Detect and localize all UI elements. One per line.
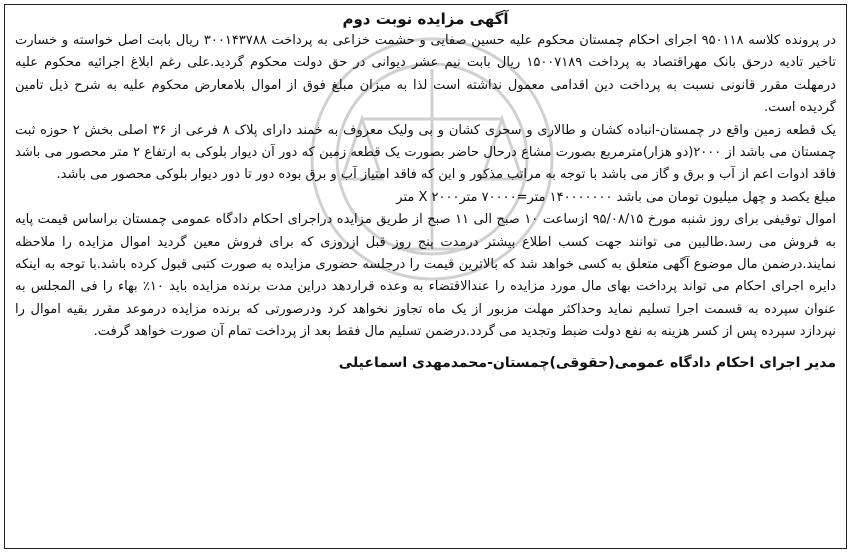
valuation-line: مبلغ یکصد و چهل میلیون تومان می باشد ۱۴۰۰۰۰۰۰۰ متر=۷۰۰۰۰ مترX ۲۰۰۰ متر xyxy=(396,189,836,205)
property-description: یک قطعه زمین واقع در چمستان-انباده کشان و طالاری و سحری کشان و بی ولیک معروف به خمند دارای پلاک ۸ فرعی از ۳۶ اصلی بخش ۲ حوزه ثبت چمستان می باشد از ۲۰۰۰(دو هزار)مترمربع بصورت مشاع درحال حاضر بصورت یک قطعه زمین که دور آن دیوار بلوکی به ارتفاع ۲ متر محصور می باشد فاقد ادوات اعم از آب و برق و گاز می باشد با توجه به مراتب مذکور و این که فاقد امتیاز آب و برق بوده دور تا دور دیوار بلوکی محصور می باشد. xyxy=(15,122,837,183)
notice-title: آگهی مزایده نوبت دوم xyxy=(342,10,509,28)
auction-terms: اموال توقیفی برای روز شنبه مورخ ۹۵/۰۸/۱۵ ازساعت ۱۰ صبح الی ۱۱ صبح از طریق مزایده دراجرای احکام دادگاه عمومی چمستان براساس قیمت پایه به فروش می رسد.طالبین می توانند جهت کسب اطلاع بیشتر درمدت پنج روز قبل ازروزی که برای فروش معین گردید اموال مزایده را ملاحظه نمایند.درضمن مال موضوع آگهی متعلق به کسی خواهد شد که بالاترین قیمت را درجلسه حضوری مزایده به صورت کتبی قبول کرده باشد.با توجه به اینکه دایره اجرای احکام می تواند پرداخت بهای مال مورد مزایده را عندالاقتضاء به وعده قراردهد دراین مدت برنده مزایده باید ۱۰٪ بهاء را فی المجلس به عنوان سپرده به قسمت اجرا تسلیم نماید وحداکثر مهلت مزبور از یک ماه تجاوز نخواهد کرد ودرصورتی که برنده مزایده درموعد مقرر بقیه اموال را نپردازد سپرده پس از کسر هزینه به نفع دولت ضبط وتجدید می گردد.درضمن تسلیم مال فقط بعد از پرداخت تمام آن صورت خواهد گرفت. xyxy=(15,212,837,340)
signature-line: مدیر اجرای احکام دادگاه عمومی(حقوقی)چمستان-محمدمهدی اسماعیلی xyxy=(338,354,836,371)
auction-notice xyxy=(4,4,847,549)
case-paragraph: در پرونده کلاسه ۹۵۰۱۱۸ اجرای احکام چمستان محکوم علیه حسین صفایی و حشمت خزاعی به پرداخت ۳۰۰۱۴۳۷۸۸ ریال بابت اصل خواسته و خسارت تاخیر تادیه درحق بانک مهراقتصاد به پرداخت ۱۵۰۰۷۱۸۹ ریال بابت نیم عشر دیوانی در حق دولت محکوم گردید.علی رغم ابلاغ اجرائیه محکوم علیه درمهلت مقرر قانونی نسبت به پرداخت دین اقدامی معمول نداشته است لذا به میزان مبلغ فوق از اموال بلامعارض محکوم علیه به شرح ذیل تامین گردیده است. xyxy=(15,33,837,116)
